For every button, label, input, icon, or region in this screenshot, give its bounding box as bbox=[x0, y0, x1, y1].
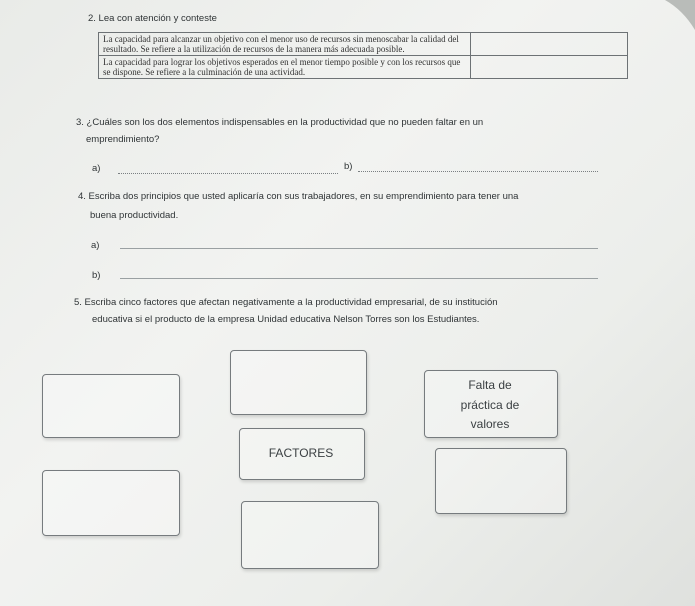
question-2-table bbox=[98, 32, 628, 79]
factores-center-label: FACTORES bbox=[268, 446, 334, 460]
question-4-line2: buena productividad. bbox=[90, 210, 179, 221]
definition-cell: La capacidad para alcanzar un objetivo con el menor uso de recursos sin menoscabar la calidad del resultado. Se refiere a la utilización de recursos de la manera más adecuada posible. bbox=[99, 33, 471, 56]
answer-cell[interactable] bbox=[471, 56, 628, 79]
question-3-line1: 3. ¿Cuáles son los dos elementos indispensables en la productividad que no pueden faltar en un bbox=[76, 117, 484, 128]
answer-cell[interactable] bbox=[471, 33, 628, 56]
question-4-a-label: a) bbox=[91, 240, 100, 251]
factor-box-top[interactable] bbox=[230, 350, 367, 415]
question-3-b-label: b) bbox=[344, 161, 353, 172]
factor-box-left-lower[interactable] bbox=[42, 470, 180, 536]
factor-box-left-upper[interactable] bbox=[42, 374, 180, 438]
question-3-a-line[interactable] bbox=[118, 173, 338, 174]
question-3-a-label: a) bbox=[92, 163, 101, 174]
factor-example-line-3: valores bbox=[470, 417, 510, 431]
factor-example-line-1: Falta de bbox=[468, 378, 512, 392]
question-4-line1: 4. Escriba dos principios que usted aplicaría con sus trabajadores, en su emprendimiento para tener una bbox=[78, 191, 519, 202]
question-3-b-line[interactable] bbox=[358, 171, 598, 172]
question-4-a-line[interactable] bbox=[120, 248, 598, 249]
table-row bbox=[99, 56, 628, 79]
question-3-line2: emprendimiento? bbox=[86, 134, 160, 145]
question-4-b-line[interactable] bbox=[120, 278, 598, 279]
factor-box-bottom[interactable] bbox=[241, 501, 379, 569]
question-4-b-label: b) bbox=[92, 270, 101, 281]
page-corner-shadow bbox=[655, 0, 695, 40]
question-5-line2: educativa si el producto de la empresa Unidad educativa Nelson Torres son los Estudiantes. bbox=[92, 314, 480, 325]
factor-example-line-2: práctica de bbox=[460, 398, 520, 412]
question-5-line1: 5. Escriba cinco factores que afectan negativamente a la productividad empresarial, de su institución bbox=[74, 297, 498, 308]
definition-cell: La capacidad para lograr los objetivos esperados en el menor tiempo posible y con los recursos que se dispone. Se refiere a la culminación de una actividad. bbox=[99, 56, 471, 79]
factor-box-right-lower[interactable] bbox=[435, 448, 567, 514]
question-2-heading: 2. Lea con atención y conteste bbox=[88, 13, 217, 24]
table-row bbox=[99, 33, 628, 56]
